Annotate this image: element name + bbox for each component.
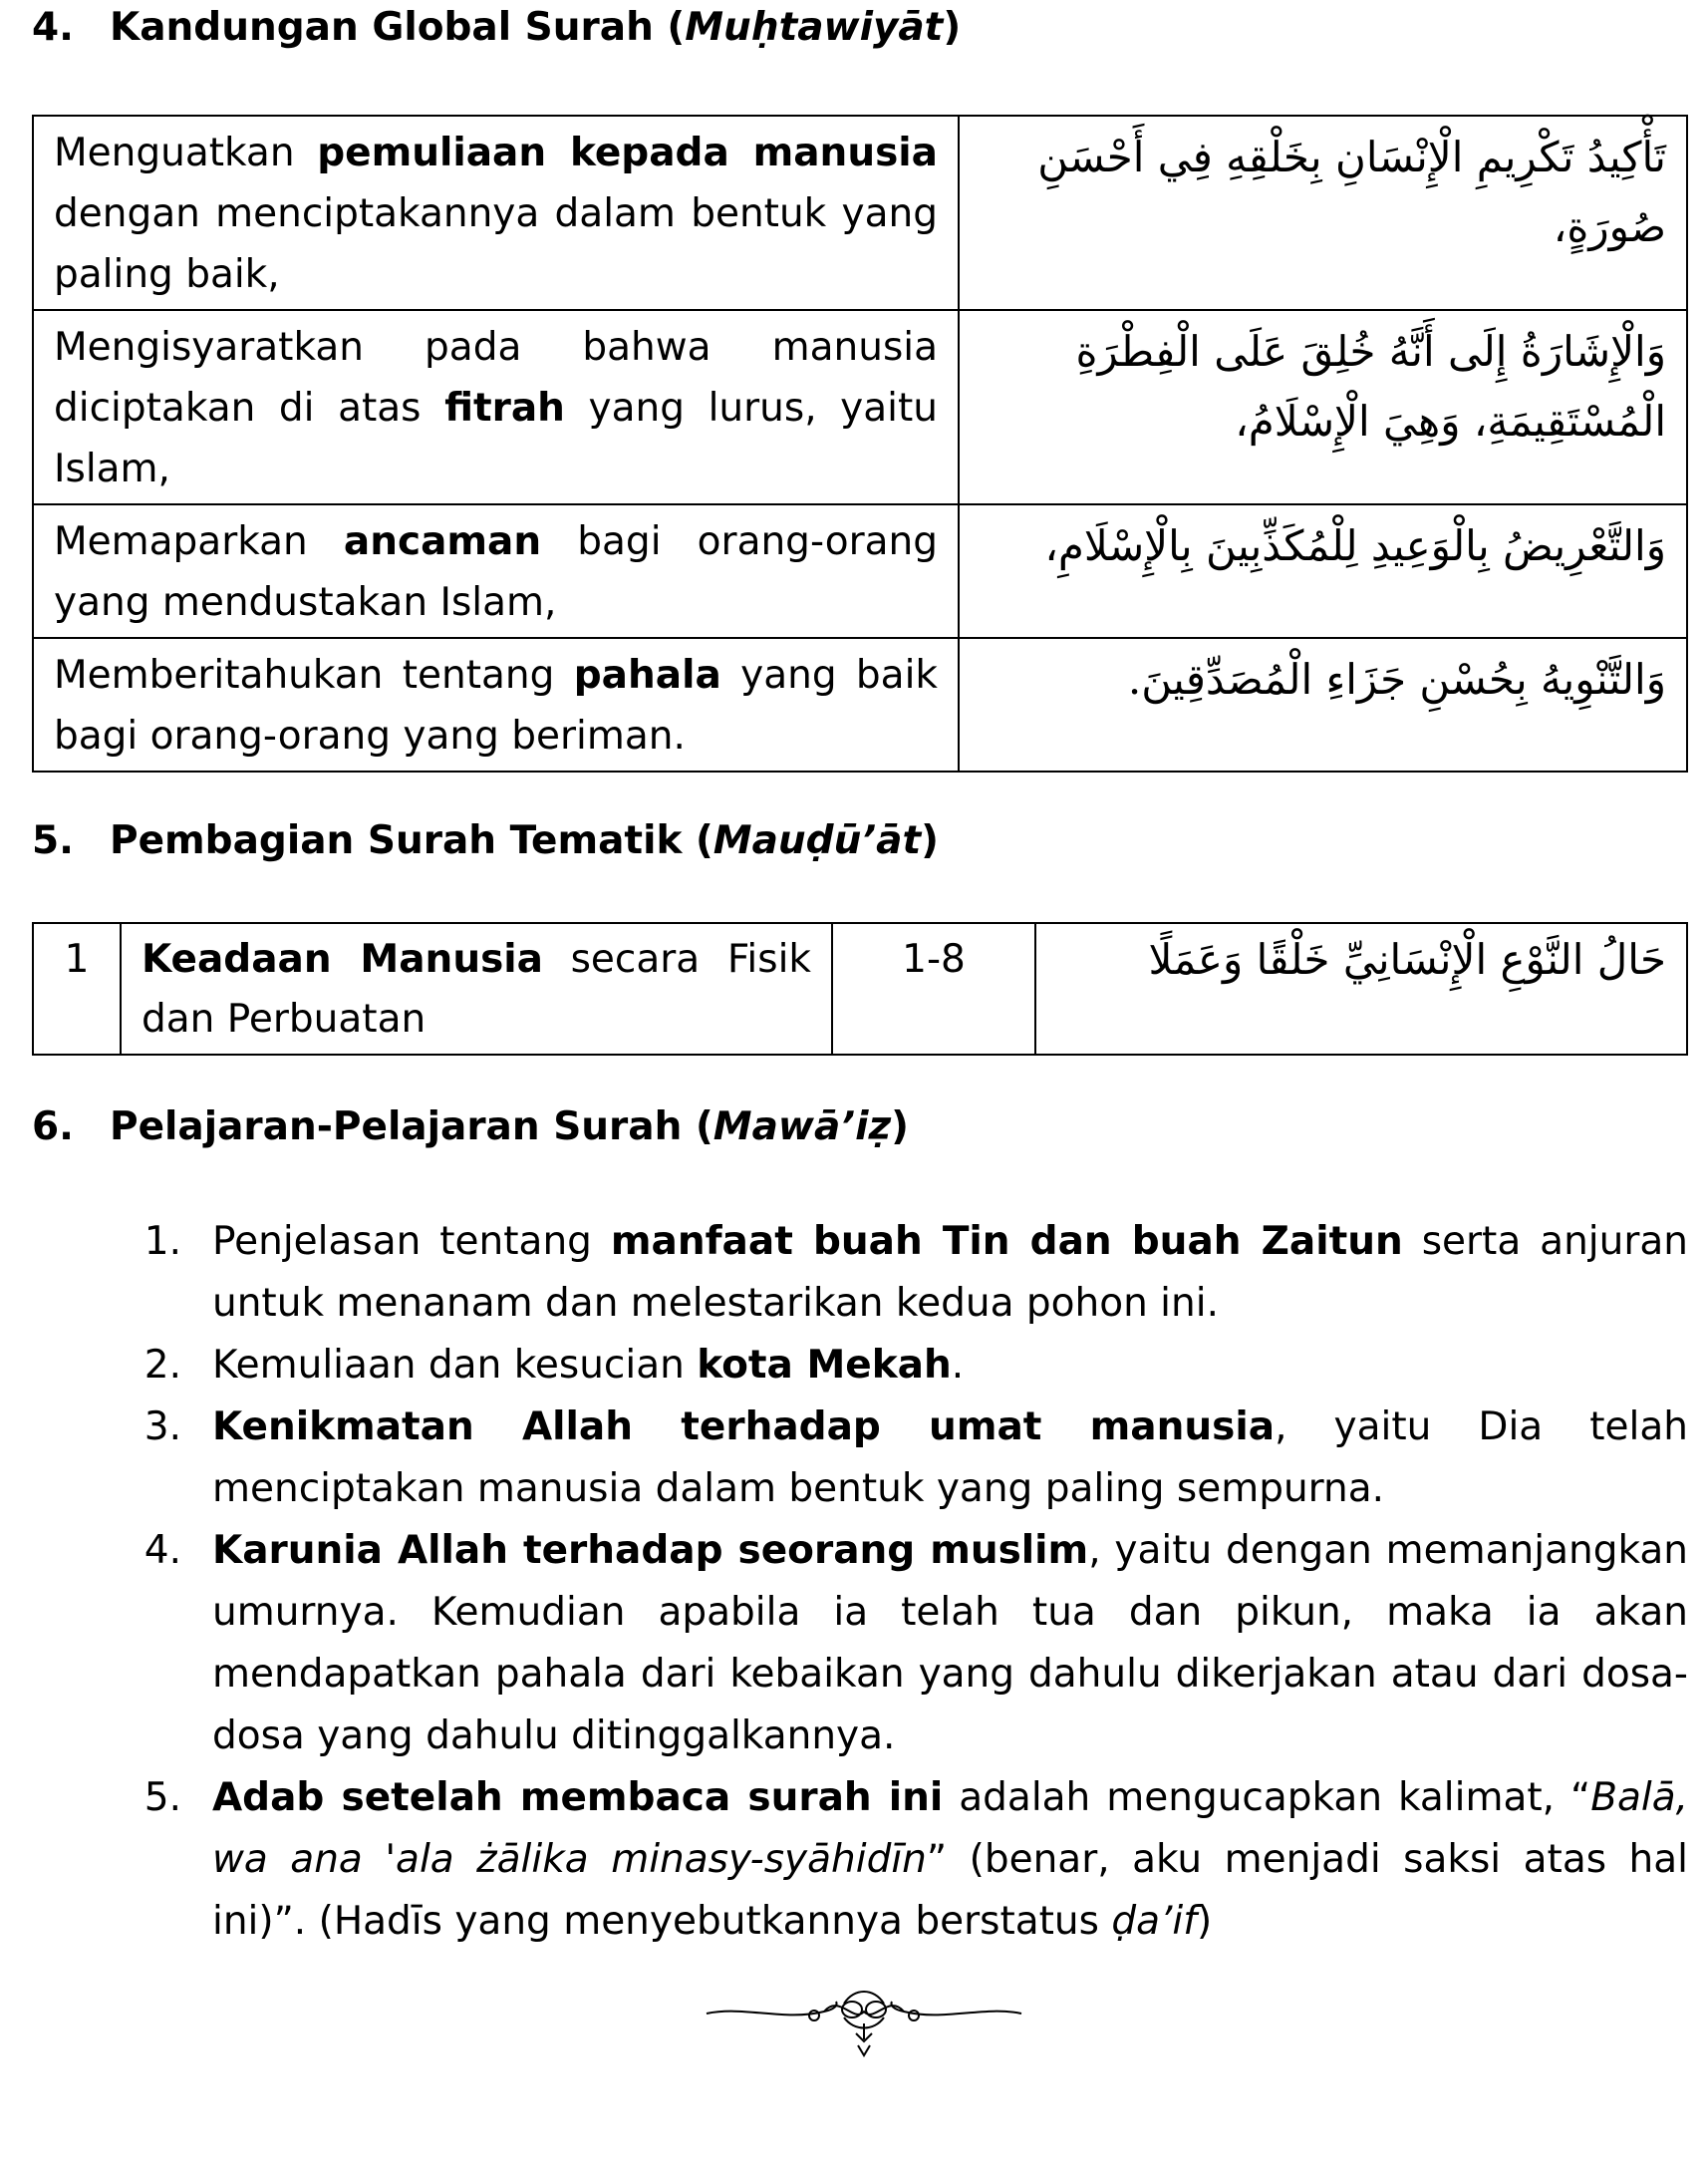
bold-text: kota Mekah [697, 1343, 952, 1388]
table-row [33, 116, 1687, 310]
text: . [951, 1343, 965, 1388]
bold-text: Kenikmatan Allah terhadap umat manusia [212, 1404, 1276, 1449]
section-4-heading [32, 2, 961, 54]
item-text [212, 1335, 1688, 1397]
list-item [32, 1397, 1688, 1520]
arabic-cell: حَالُ النَّوْعِ الْإِنْسَانِيِّ خَلْقًا وَعَمَلًا [1035, 923, 1687, 1055]
item-text [212, 1767, 1688, 1953]
indonesian-cell [33, 310, 959, 504]
text: Menguatkan [54, 131, 318, 175]
theme-table [32, 922, 1688, 1056]
item-text [212, 1211, 1688, 1335]
bold-text: fitrah [444, 386, 565, 431]
bold-text: manfaat buah Tin dan buah Zaitun [610, 1219, 1403, 1264]
item-number: 5. [143, 1775, 181, 1820]
item-number: 4. [143, 1528, 181, 1573]
bold-text: Keadaan Manusia [142, 937, 543, 982]
text: Mengisyaratkan pada bahwa manusia diciptakan di atas [54, 325, 938, 431]
indonesian-cell [33, 116, 959, 310]
lessons-list [32, 1211, 1688, 1953]
text: dengan menciptakannya dalam bentuk yang paling baik, [54, 191, 938, 297]
list-item [32, 1767, 1688, 1953]
section-title-italic: Muḥtawiyāt [685, 5, 944, 50]
item-text [212, 1520, 1688, 1767]
list-item [32, 1520, 1688, 1767]
arabic-cell: وَالتَّنْوِيهُ بِحُسْنِ جَزَاءِ الْمُصَدِّقِينَ. [959, 638, 1687, 772]
text: yang lurus, yaitu Islam, [54, 386, 938, 491]
section-title: Pelajaran-Pelajaran Surah ( [110, 1104, 713, 1149]
text: secara Fisik dan Perbuatan [142, 937, 811, 1042]
text: Memaparkan [54, 519, 344, 564]
text: serta anjuran untuk menanam dan melestarikan kedua pohon ini. [212, 1219, 1688, 1326]
bold-text: pemuliaan kepada manusia [317, 131, 938, 175]
section-title: Kandungan Global Surah ( [110, 5, 686, 50]
table-row [33, 504, 1687, 638]
text: , yaitu dengan memanjangkan umurnya. Kemudian apabila ia telah tua dan pikun, maka ia akan mendapatkan pahala dari kebaikan yang dahulu dikerjakan atau dari dosa-dosa yang dahulu ditinggalkannya. [212, 1528, 1688, 1758]
row-number-cell: 1 [33, 923, 121, 1055]
section-number: 6. [32, 1104, 74, 1149]
section-5-heading [32, 815, 939, 867]
section-title-italic: Mauḍū’āt [712, 818, 922, 863]
bold-text: Karunia Allah terhadap seorang muslim [212, 1528, 1089, 1573]
content-table [32, 115, 1688, 773]
section-number: 5. [32, 818, 74, 863]
list-item [32, 1211, 1688, 1335]
text: adalah mengucapkan kalimat, “ [943, 1775, 1591, 1820]
table-row [33, 310, 1687, 504]
section-title-end: ) [943, 5, 962, 50]
bold-text: pahala [573, 653, 721, 698]
list-item [32, 1335, 1688, 1397]
section-number: 4. [32, 5, 74, 50]
text: ) [1197, 1899, 1213, 1944]
indonesian-cell [33, 638, 959, 772]
section-title-end: ) [891, 1104, 909, 1149]
text: Penjelasan tentang [212, 1219, 611, 1264]
arabic-cell: وَالتَّعْرِيضُ بِالْوَعِيدِ لِلْمُكَذِّبِينَ بِالْإِسْلَامِ، [959, 504, 1687, 638]
verse-range-cell: 1-8 [832, 923, 1035, 1055]
bold-text: Adab setelah membaca surah ini [212, 1775, 944, 1820]
theme-cell [121, 923, 832, 1055]
italic-text: Balā, wa ana 'ala żālika minasy-syāhidīn [212, 1775, 1689, 1882]
item-number: 3. [143, 1404, 181, 1449]
bold-text: ancaman [343, 519, 542, 564]
section-title-italic: Mawā’iẓ [712, 1104, 892, 1149]
item-number: 1. [143, 1219, 181, 1264]
ornament-divider-icon [705, 1984, 1023, 2063]
arabic-cell: وَالْإِشَارَةُ إِلَى أَنَّهُ خُلِقَ عَلَى الْفِطْرَةِ الْمُسْتَقِيمَةِ، وَهِيَ الْإِسْلَامُ، [959, 310, 1687, 504]
italic-text: ḍa’if [1111, 1899, 1197, 1944]
section-title-end: ) [921, 818, 939, 863]
section-6-heading [32, 1101, 909, 1153]
section-title: Pembagian Surah Tematik ( [110, 818, 713, 863]
text: , yaitu Dia telah menciptakan manusia dalam bentuk yang paling sempurna. [212, 1404, 1688, 1511]
text: bagi orang-orang yang mendustakan Islam, [54, 519, 939, 625]
arabic-cell: تَأْكِيدُ تَكْرِيمِ الْإِنْسَانِ بِخَلْقِهِ فِي أَحْسَنِ صُورَةٍ، [959, 116, 1687, 310]
table-row [33, 923, 1687, 1055]
indonesian-cell [33, 504, 959, 638]
table-row [33, 638, 1687, 772]
item-number: 2. [143, 1343, 181, 1388]
text: ” (benar, aku menjadi saksi atas hal ini)”. (Hadīs yang menyebutkannya berstatus [212, 1837, 1689, 1944]
text: Kemuliaan dan kesucian [212, 1343, 698, 1388]
text: Memberitahukan tentang [54, 653, 574, 698]
item-text [212, 1397, 1688, 1520]
text: yang baik bagi orang-orang yang beriman. [54, 653, 939, 759]
